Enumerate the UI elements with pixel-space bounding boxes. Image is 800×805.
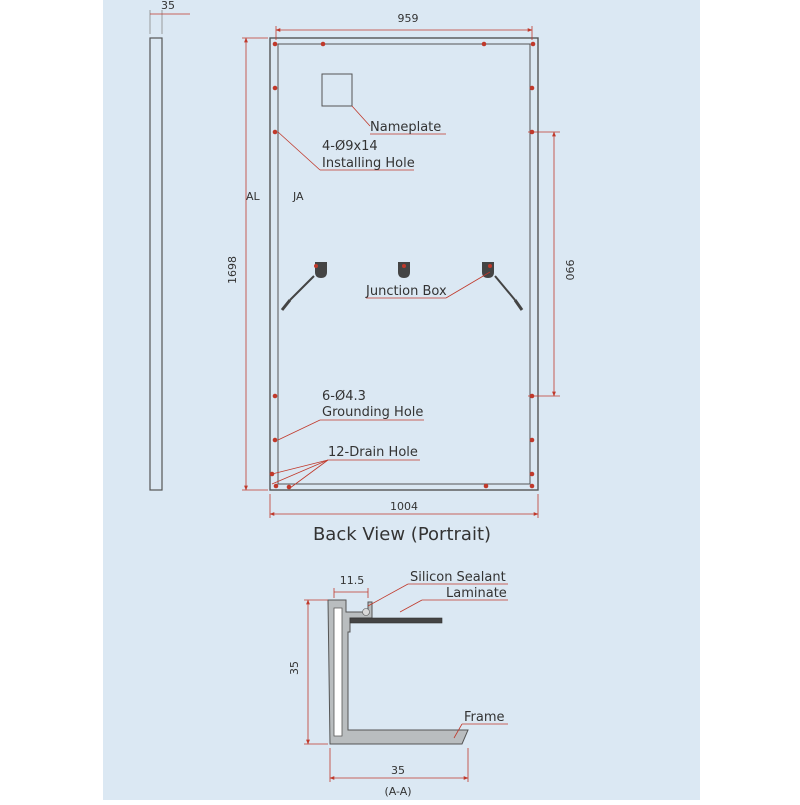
hole-marker xyxy=(273,394,278,399)
hole-marker xyxy=(273,438,278,443)
hole-marker xyxy=(273,86,278,91)
hole-marker xyxy=(530,484,535,489)
hole-marker xyxy=(270,472,275,477)
section-mark-right: JA xyxy=(293,190,304,203)
top-width-label: 959 xyxy=(397,12,419,25)
installing-hole-label: Installing Hole xyxy=(322,156,415,171)
nameplate-label: Nameplate xyxy=(370,120,442,135)
hole-marker xyxy=(273,130,278,135)
grounding-hole-label: Grounding Hole xyxy=(322,405,424,420)
grounding-hole-spec: 6-Ø4.3 xyxy=(322,389,366,404)
hole-marker xyxy=(530,394,535,399)
section-height-label: 35 xyxy=(288,661,301,675)
hole-marker xyxy=(484,484,489,489)
side-thickness-label: 35 xyxy=(161,0,175,12)
frame-label: Frame xyxy=(464,710,505,725)
hole-marker xyxy=(530,472,535,477)
hole-marker xyxy=(273,42,278,47)
bottom-width-label: 1004 xyxy=(390,500,418,513)
hole-marker xyxy=(482,42,487,47)
hole-marker xyxy=(530,438,535,443)
hole-marker xyxy=(321,42,326,47)
laminate-label: Laminate xyxy=(446,586,507,601)
sealant-label: Silicon Sealant xyxy=(410,570,506,585)
section-caption: (A-A) xyxy=(384,785,412,798)
junction-box-label: Junction Box xyxy=(366,284,447,299)
back-view-caption: Back View (Portrait) xyxy=(312,524,492,545)
hole-marker xyxy=(314,264,318,268)
frame-hollow xyxy=(334,608,342,736)
section-width-label: 35 xyxy=(391,764,405,777)
mounting-span-label: 990 xyxy=(563,259,576,281)
hole-marker xyxy=(274,484,279,489)
hole-marker xyxy=(530,130,535,135)
laminate-sheet xyxy=(350,618,442,623)
hole-marker xyxy=(287,485,292,490)
installing-hole-spec: 4-Ø9x14 xyxy=(322,139,378,154)
hole-marker xyxy=(488,264,492,268)
hole-marker xyxy=(531,42,536,47)
sealant-bead xyxy=(363,609,370,616)
lip-width-label: 11.5 xyxy=(339,574,365,587)
section-mark-left: AL xyxy=(246,190,260,203)
height-label: 1698 xyxy=(226,256,239,284)
hole-marker xyxy=(402,264,406,268)
hole-marker xyxy=(530,86,535,91)
drain-hole-label: 12-Drain Hole xyxy=(328,445,418,460)
